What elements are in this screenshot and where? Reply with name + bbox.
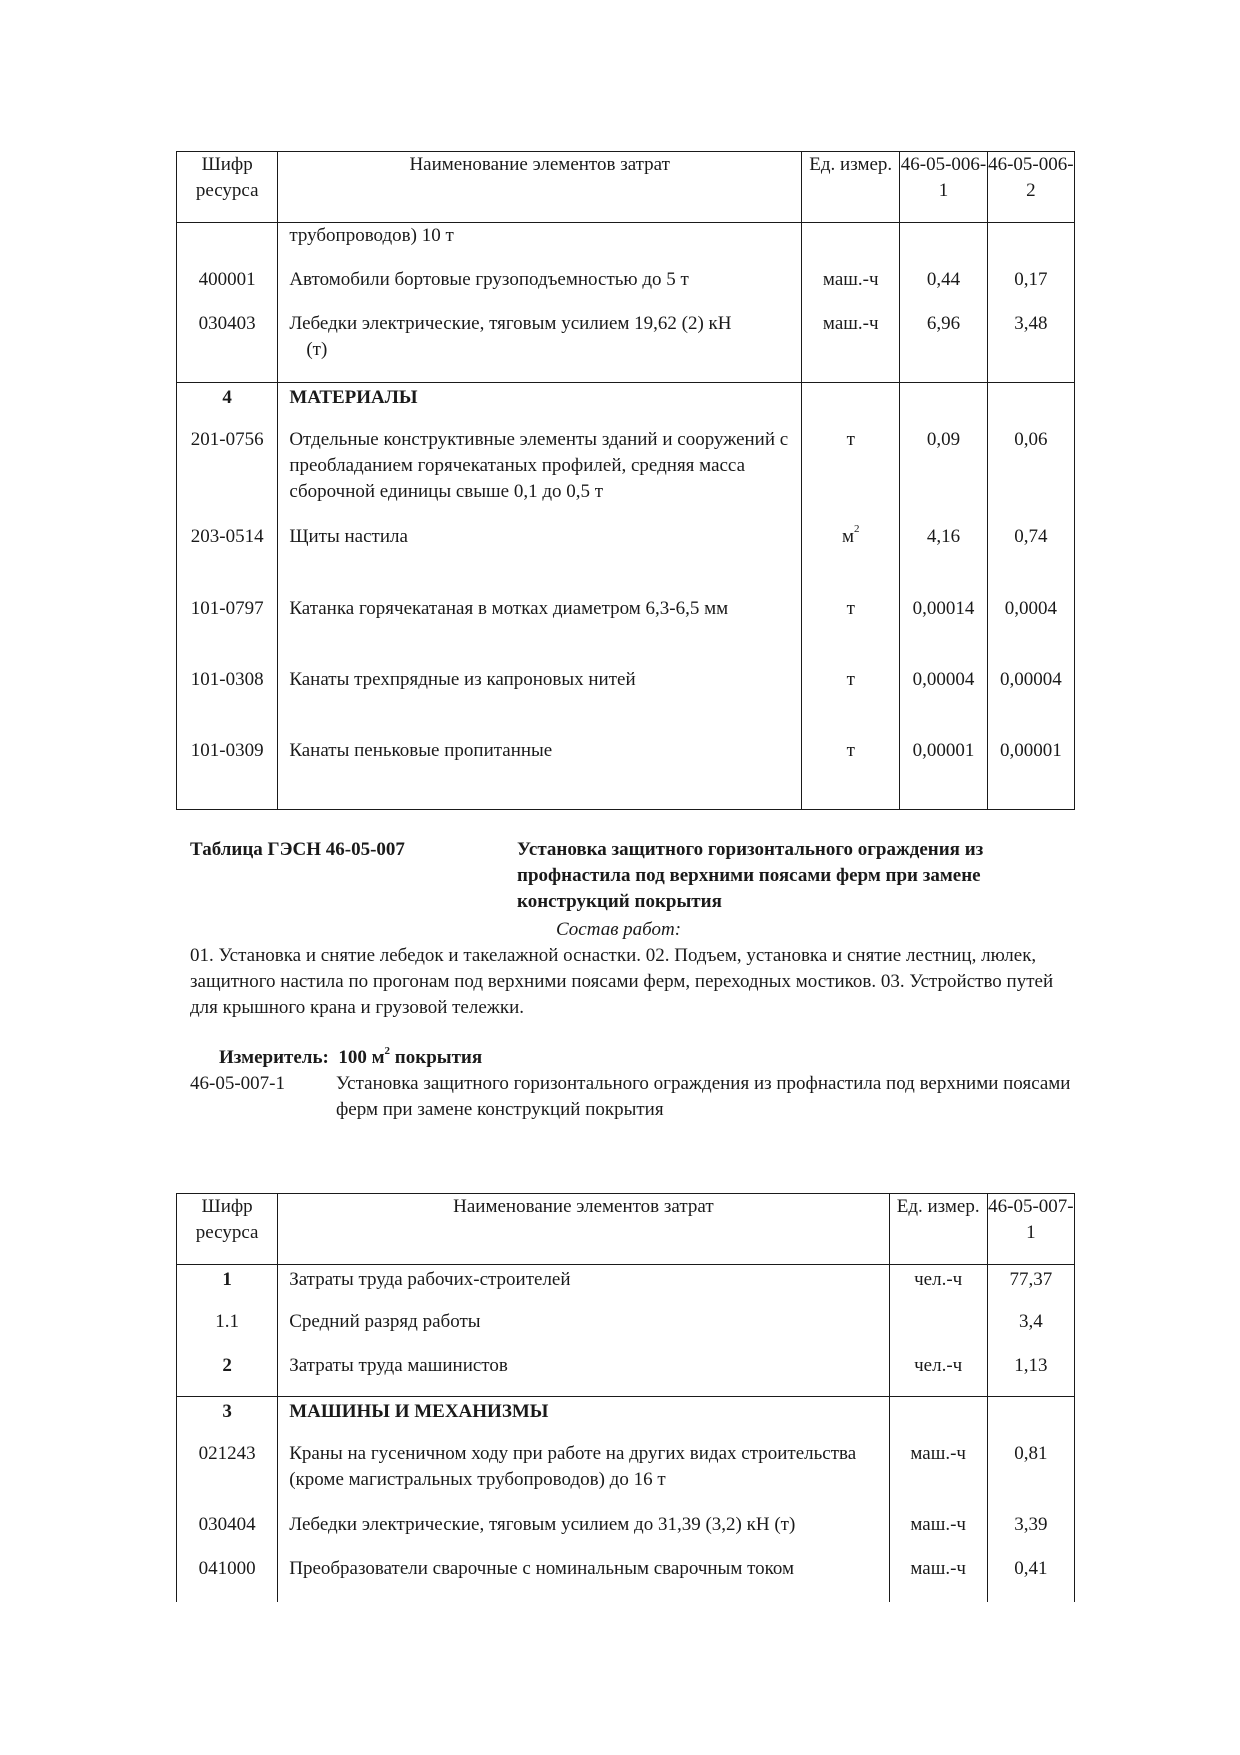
value-col1: 0,00001	[900, 738, 987, 810]
table-row	[177, 427, 1075, 524]
resource-unit: чел.-ч	[889, 1265, 987, 1309]
header-name: Наименование элементов затрат	[278, 1194, 889, 1265]
value-col1: 77,37	[987, 1265, 1074, 1309]
table-row	[177, 223, 1075, 267]
resource-name: Лебедки электрические, тяговым усилием до 31,39 (3,2) кН (т)	[278, 1512, 889, 1556]
value-col2: 3,48	[987, 311, 1074, 383]
value-col2: 0,74	[987, 524, 1074, 596]
measure-exponent: 2	[384, 1044, 391, 1057]
value-col2: 0,17	[987, 267, 1074, 311]
measure-suffix: покрытия	[390, 1047, 483, 1068]
value-col1: 3,4	[987, 1309, 1074, 1353]
table-row	[177, 1512, 1075, 1556]
resource-code: 101-0309	[177, 738, 278, 810]
resource-unit: т	[802, 596, 900, 667]
resource-unit-cell	[802, 524, 900, 596]
resource-name: Канаты пеньковые пропитанные	[278, 738, 802, 810]
resource-name: Затраты труда машинистов	[278, 1353, 889, 1397]
value-col1: 4,16	[900, 524, 987, 596]
resource-name: Автомобили бортовые грузоподъемностью до 5 т	[278, 267, 802, 311]
resource-unit: маш.-ч	[889, 1556, 987, 1602]
resource-name: Канаты трехпрядные из капроновых нитей	[278, 667, 802, 738]
value-col1: 0,41	[987, 1556, 1074, 1602]
works-heading: Состав работ:	[556, 919, 682, 940]
table-row	[177, 311, 1075, 383]
resource-name-continued: (т)	[306, 338, 328, 360]
measure-value: 100 м	[338, 1047, 385, 1068]
section-row-machines	[177, 1397, 1075, 1441]
resource-name-cell	[278, 311, 802, 383]
value-col1: 0,09	[900, 427, 987, 524]
header-col-46-05-006-1: 46-05-006-1	[900, 152, 987, 223]
header-code: Шифр ресурса	[177, 152, 278, 223]
table-row	[177, 524, 1075, 596]
resource-code: 030403	[177, 311, 278, 383]
table-row	[177, 1265, 1075, 1309]
resource-unit: т	[802, 738, 900, 810]
works-text: 01. Установка и снятие лебедок и такелажной оснастки. 02. Подъем, установка и снятие лестниц, люлек, защитного настила по прогонам под верхними поясами ферм, переходных мостиков. 03. Устройство путей для крышного крана и грузовой тележки.	[190, 945, 1054, 1018]
table-row	[177, 1309, 1075, 1353]
resource-unit: т	[802, 427, 900, 524]
table-row	[177, 1441, 1075, 1512]
resource-name: Щиты настила	[278, 524, 802, 596]
resource-code: 030404	[177, 1512, 278, 1556]
table-header-row	[177, 1194, 1075, 1265]
section-title: МАТЕРИАЛЫ	[278, 383, 802, 427]
resource-code: 101-0797	[177, 596, 278, 667]
unit-exponent: 2	[853, 523, 860, 536]
header-name: Наименование элементов затрат	[278, 152, 802, 223]
section-code: 3	[177, 1397, 278, 1441]
measure-line	[219, 1045, 719, 1071]
continuation-text: трубопроводов) 10 т	[278, 223, 802, 267]
value-col1: 6,96	[900, 311, 987, 383]
resource-unit	[889, 1309, 987, 1353]
resource-code: 1.1	[177, 1309, 278, 1353]
table-label: Таблица ГЭСН 46-05-007	[190, 839, 405, 860]
table-row	[177, 1556, 1075, 1602]
header-unit: Ед. измер.	[889, 1194, 987, 1265]
resource-name: Затраты труда рабочих-строителей	[278, 1265, 889, 1309]
value-col2: 0,0004	[987, 596, 1074, 667]
resource-code: 041000	[177, 1556, 278, 1602]
resource-code: 400001	[177, 267, 278, 311]
value-col1: 0,00014	[900, 596, 987, 667]
resource-name: Отдельные конструктивные элементы зданий и сооружений с преобладанием горячекатаных профилей, средняя масса сборочной единицы свыше 0,1 до 0,5 т	[278, 427, 802, 524]
resource-name: Средний разряд работы	[278, 1309, 889, 1353]
resource-code: 203-0514	[177, 524, 278, 596]
header-code: Шифр ресурса	[177, 1194, 278, 1265]
resource-unit: маш.-ч	[889, 1512, 987, 1556]
table-header-row	[177, 152, 1075, 223]
value-col1: 3,39	[987, 1512, 1074, 1556]
resource-table-46-05-006	[176, 151, 1075, 810]
section-code: 4	[177, 383, 278, 427]
item-text: Установка защитного горизонтального ограждения из профнастила под верхними поясами ферм при замене конструкций покрытия	[336, 1073, 1071, 1120]
value-col1: 0,00004	[900, 667, 987, 738]
section-row-materials	[177, 383, 1075, 427]
table-row	[177, 1353, 1075, 1397]
header-col-46-05-006-2: 46-05-006-2	[987, 152, 1074, 223]
resource-code: 2	[177, 1353, 278, 1397]
resource-table-46-05-007	[176, 1193, 1075, 1602]
resource-unit: т	[802, 667, 900, 738]
resource-code: 1	[177, 1265, 278, 1309]
value-col2: 0,06	[987, 427, 1074, 524]
resource-name: Краны на гусеничном ходу при работе на других видах строительства (кроме магистральных трубопроводов) до 16 т	[278, 1441, 889, 1512]
table-row	[177, 596, 1075, 667]
resource-unit: маш.-ч	[802, 267, 900, 311]
table-title: Установка защитного горизонтального ограждения из профнастила под верхними поясами ферм при замене конструкций покрытия	[517, 839, 984, 912]
resource-unit: чел.-ч	[889, 1353, 987, 1397]
value-col1: 1,13	[987, 1353, 1074, 1397]
resource-unit: маш.-ч	[889, 1441, 987, 1512]
resource-name: Катанка горячекатаная в мотках диаметром 6,3-6,5 мм	[278, 596, 802, 667]
resource-code: 201-0756	[177, 427, 278, 524]
measure-label: Измеритель:	[219, 1047, 329, 1068]
item-code: 46-05-007-1	[190, 1073, 285, 1094]
resource-code: 101-0308	[177, 667, 278, 738]
table-row	[177, 667, 1075, 738]
value-col1: 0,81	[987, 1441, 1074, 1512]
header-unit: Ед. измер.	[802, 152, 900, 223]
value-col2: 0,00001	[987, 738, 1074, 810]
resource-name: Преобразователи сварочные с номинальным сварочным током	[278, 1556, 889, 1602]
resource-code: 021243	[177, 1441, 278, 1512]
resource-unit: маш.-ч	[802, 311, 900, 383]
value-col2: 0,00004	[987, 667, 1074, 738]
header-col-46-05-007-1: 46-05-007-1	[987, 1194, 1074, 1265]
table-row	[177, 267, 1075, 311]
resource-name: Лебедки электрические, тяговым усилием 19,62 (2) кН	[289, 312, 732, 334]
resource-unit: м	[841, 525, 854, 547]
section-title: МАШИНЫ И МЕХАНИЗМЫ	[278, 1397, 889, 1441]
table-row	[177, 738, 1075, 810]
value-col1: 0,44	[900, 267, 987, 311]
